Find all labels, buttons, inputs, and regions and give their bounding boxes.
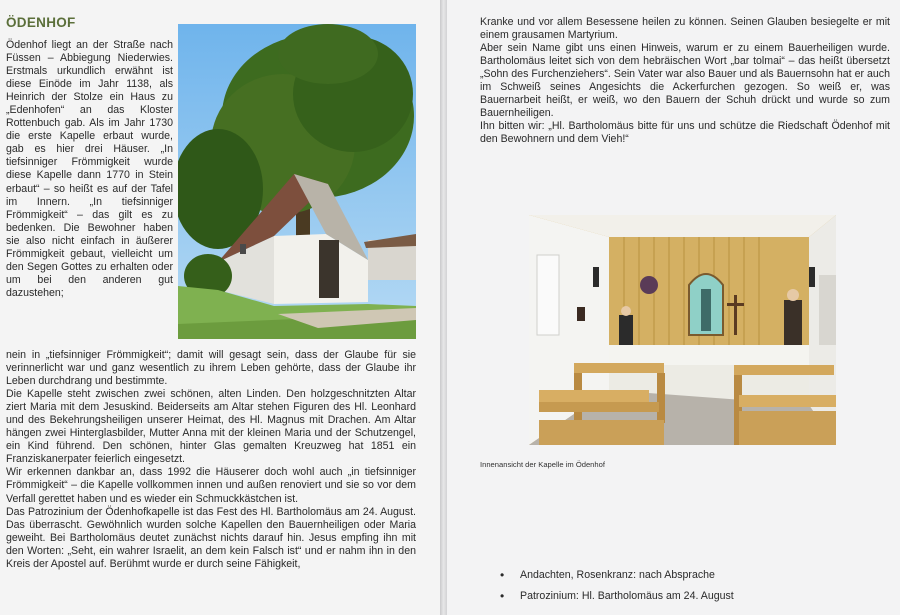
intro-paragraph: Ödenhof liegt an der Straße nach Füssen – Abbiegung Niederwies. Erstmals urkundlich erwähnt ist diese Einöde im Jahr 1138, als Heinrich der Stolze ein Haus zu „Edenhofen“ an das Kloster Rottenbuch gab. Als im Jahr 1730 die erste Kapelle erbaut wurde, gab es hier drei Häuser. „In tiefsinniger Frömmigkeit wurde diese Kapelle dann 1770 in Stein erbaut“ – so heißt es auf der Tafel im Innern. „In tiefsinniger Frömmigkeit“ – das gilt es zu bedenken. Die Bewohner haben sie also nicht einfach in äußerer Frömmigkeit gebaut, vielleicht um den Segen Gottes zu erhalten oder um bei den anderen gut dazustehen; xyxy=(6,39,173,299)
intro-continuation: nein in „tiefsinniger Frömmigkeit“; damit will gesagt sein, dass der Glaube für sie verinnerlicht war und ganz wesentlich zu ihrem Leben gehörte, dass der Glaube ihr Leben durchdrang und bestimmte. xyxy=(6,349,416,388)
photo-caption: Innenansicht der Kapelle im Ödenhof xyxy=(480,460,605,469)
paragraph-martyrium: Kranke und vor allem Besessene heilen zu können. Seinen Glauben besiegelte er mit einem grausamen Martyrium. xyxy=(480,16,890,42)
body-text-left xyxy=(6,349,416,571)
paragraph-name-meaning: Aber sein Name gibt uns einen Hinweis, warum er zu einem Bauerheiligen wurde. Bartholomäus leitet sich von dem hebräischen Wort „bar tolmai“ – das heißt übersetzt „Sohn des Furchenziehers“. Sein Vater war also Bauer und als Bauernsohn hat er auch im Schweiß seines Angesichts die Ackerfurchen gezogen. So weiß er, was Bauernarbeit heißt, er weiß, wo den Bauern der Schuh drückt und wurde so zum Bauernheiligen. xyxy=(480,42,890,120)
bullet-patrozinium: • Patrozinium: Hl. Bartholomäus am 24. August xyxy=(500,588,734,609)
bullet-andachten: • Andachten, Rosenkranz: nach Absprache xyxy=(500,567,734,588)
chapel-exterior-photo xyxy=(178,24,416,339)
body-text-right xyxy=(480,16,890,146)
paragraph-altar: Die Kapelle steht zwischen zwei schönen, alten Linden. Den holzgeschnitzten Altar ziert Maria mit dem Jesuskind. Beiderseits am Altar stehen Figuren des Hl. Leonhard und des Bekehrungsheiligen unserer Heimat, des Hl. Magnus mit Drachen. Am Altar hängen zwei Hinterglasbilder, Mutter Anna mit der kleinen Maria und der Schutzengel, ein Kind führend. Den schönen, hinter Glas gemalten Kreuzweg hat 1851 ein Franziskanerpater feierlich eingesetzt. xyxy=(6,388,416,466)
chapel-interior-photo xyxy=(529,215,836,445)
right-page xyxy=(447,0,900,615)
info-bullets xyxy=(500,567,734,609)
page-heading: ÖDENHOF xyxy=(6,15,76,30)
paragraph-prayer: Ihn bitten wir: „Hl. Bartholomäus bitte für uns und schütze die Riedschaft Ödenhof mit den Bewohnern und dem Vieh!“ xyxy=(480,120,890,146)
paragraph-patrozinium: Das Patrozinium der Ödenhofkapelle ist das Fest des Hl. Bartholomäus am 24. August. Das überrascht. Gewöhnlich wurden solche Kapellen den Bauernheiligen oder Maria geweiht. Bei Bartholomäus deutet zunächst nichts darauf hin. Jesus empfing ihn mit den Worten: „Seht, ein wahrer Israelit, an dem kein Falsch ist“ und er nahm ihn in den Kreis der Apostel auf. Berühmt wurde er durch seine Fähigkeit, xyxy=(6,505,416,570)
book-gutter xyxy=(440,0,447,615)
left-page xyxy=(0,0,440,615)
paragraph-renovation: Wir erkennen dankbar an, dass 1992 die Häuserer doch wohl auch „in tiefsinniger Frömmigkeit“ – die Kapelle vollkommen innen und außen renoviert und sie so vor dem Verfall gerettet haben und es wieder ein Schmuckkästchen ist. xyxy=(6,466,416,505)
